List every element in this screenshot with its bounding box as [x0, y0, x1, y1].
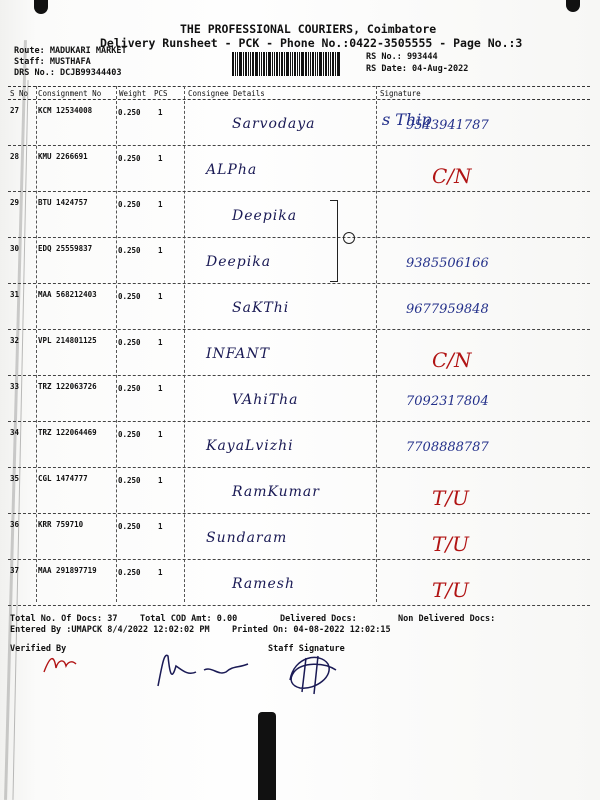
row-consignee-name: KayaLvizhi [206, 438, 294, 454]
row-recipient-signature: 9385506166 [406, 256, 489, 271]
row-pieces: 1 [158, 430, 163, 439]
row-serial-number: 33 [10, 382, 20, 391]
row-weight: 0.250 [118, 384, 141, 393]
row-consignee-name: Sarvodaya [232, 116, 316, 132]
row-pieces: 1 [158, 292, 163, 301]
verified-by-label: Verified By [10, 644, 67, 654]
entered-by: Entered By :UMAPCK 8/4/2022 12:02:02 PM [10, 625, 210, 635]
row-serial-number: 31 [10, 290, 20, 299]
table-row [8, 422, 590, 468]
row-weight: 0.250 [118, 430, 141, 439]
row-weight: 0.250 [118, 476, 141, 485]
row-serial-number: 37 [10, 566, 20, 575]
row-weight: 0.250 [118, 154, 141, 163]
row-weight: 0.250 [118, 200, 141, 209]
row-consignee-name: Deepika [206, 254, 272, 270]
row-pieces: 1 [158, 522, 163, 531]
table-row [8, 560, 590, 606]
row-recipient-signature: T/U [432, 532, 469, 556]
row-consignee-name: Ramesh [232, 576, 295, 592]
row-consignee-name: RamKumar [232, 484, 320, 500]
row-weight: 0.250 [118, 522, 141, 531]
row-pieces: 1 [158, 384, 163, 393]
col-header-weight: Weight [119, 89, 147, 98]
row-weight: 0.250 [118, 338, 141, 347]
row-pieces: 1 [158, 200, 163, 209]
route-label: Route: MADUKARI MARKET [14, 46, 127, 56]
table-row [8, 468, 590, 514]
row-consignment-number: TRZ 122064469 [38, 428, 97, 437]
row-consignee-name: INFANT [206, 346, 270, 362]
verifier-signature-icon [40, 650, 80, 678]
row-weight: 0.250 [118, 568, 141, 577]
row-serial-number: 36 [10, 520, 20, 529]
row-recipient-signature: 7708888787 [406, 440, 489, 455]
delivered-docs: Delivered Docs: [280, 614, 357, 624]
table-header-row [8, 86, 590, 100]
row-recipient-signature: 7092317804 [406, 394, 489, 409]
printed-on: Printed On: 04-08-2022 12:02:15 [232, 625, 391, 635]
runsheet-subtitle: Delivery Runsheet - PCK - Phone No.:0422-3505555 - Page No.:3 [100, 36, 523, 50]
row-serial-number: 34 [10, 428, 20, 437]
col-header-sno: S No [10, 89, 29, 98]
row-consignee-name: VAhiTha [232, 392, 299, 408]
staff-stamp-signature-icon [280, 650, 350, 696]
row-consignment-number: TRZ 122063726 [38, 382, 97, 391]
row-serial-number: 30 [10, 244, 20, 253]
row-pieces: 1 [158, 338, 163, 347]
row-pieces: 1 [158, 154, 163, 163]
col-header-pcs: PCS [154, 89, 168, 98]
row-consignment-number: VPL 214801125 [38, 336, 97, 345]
non-delivered-docs: Non Delivered Docs: [398, 614, 496, 624]
row-pieces: 1 [158, 246, 163, 255]
bracket-mark [330, 200, 338, 282]
col-header-consignee: Consignee Details [188, 89, 265, 98]
table-row [8, 100, 590, 146]
row-consignment-number: KRR 759710 [38, 520, 84, 529]
table-row [8, 514, 590, 560]
staff-signature-label: Staff Signature [268, 644, 345, 654]
row-serial-number: 29 [10, 198, 20, 207]
rs-date: RS Date: 04-Aug-2022 [366, 64, 469, 74]
total-cod-amount: Total COD Amt: 0.00 [140, 614, 238, 624]
rs-number: RS No.: 993444 [366, 52, 438, 62]
total-docs: Total No. Of Docs: 37 [10, 614, 118, 624]
company-title: THE PROFESSIONAL COURIERS, Coimbatore [180, 22, 437, 36]
barcode-image [232, 52, 358, 76]
row-recipient-signature: 9677959848 [406, 302, 489, 317]
row-recipient-signature: T/U [432, 578, 469, 602]
row-consignment-number: CGL 1474777 [38, 474, 88, 483]
row-weight: 0.250 [118, 246, 141, 255]
row-recipient-signature: C/N [432, 164, 472, 188]
col-header-signature: Signature [380, 89, 421, 98]
row-weight: 0.250 [118, 108, 141, 117]
ink-blot-top-right [566, 0, 580, 12]
table-row [8, 330, 590, 376]
drs-number: DRS No.: DCJB99344403 [14, 68, 122, 78]
col-header-consignment: Consignment No [38, 89, 102, 98]
row-serial-number: 28 [10, 152, 20, 161]
row-pieces: 1 [158, 476, 163, 485]
row-consignee-name: Sundaram [206, 530, 288, 546]
row-consignment-number: KCM 12534008 [38, 106, 93, 115]
row-recipient-signature: C/N [432, 348, 472, 372]
row-pieces: 1 [158, 108, 163, 117]
row-pieces: 1 [158, 568, 163, 577]
table-row [8, 192, 590, 238]
table-row [8, 146, 590, 192]
row-consignee-name: Deepika [232, 208, 298, 224]
row-recipient-signature: 9543941787 [406, 118, 489, 133]
table-row [8, 238, 590, 284]
staff-handwritten-signature-icon [152, 646, 262, 690]
row-consignee-name: SaKThi [232, 300, 290, 316]
circle-mark-icon [343, 232, 355, 244]
row-serial-number: 35 [10, 474, 20, 483]
row-consignment-number: MAA 568212403 [38, 290, 97, 299]
row-recipient-signature: T/U [432, 486, 469, 510]
table-row [8, 376, 590, 422]
row-weight: 0.250 [118, 292, 141, 301]
ink-blot-top-left [34, 0, 48, 14]
staff-label: Staff: MUSTHAFA [14, 57, 91, 67]
row-consignee-name: ALPha [206, 162, 258, 178]
row-serial-number: 27 [10, 106, 20, 115]
table-row [8, 284, 590, 330]
row-consignment-number: MAA 291897719 [38, 566, 97, 575]
row-consignment-number: KMU 2266691 [38, 152, 88, 161]
row-consignment-number: EDQ 25559837 [38, 244, 93, 253]
row-serial-number: 32 [10, 336, 20, 345]
ink-blot-bottom [258, 712, 276, 800]
handwritten-initials: ꜱ Thip [382, 110, 432, 129]
runsheet-table [8, 86, 590, 100]
row-consignment-number: BTU 1424757 [38, 198, 88, 207]
